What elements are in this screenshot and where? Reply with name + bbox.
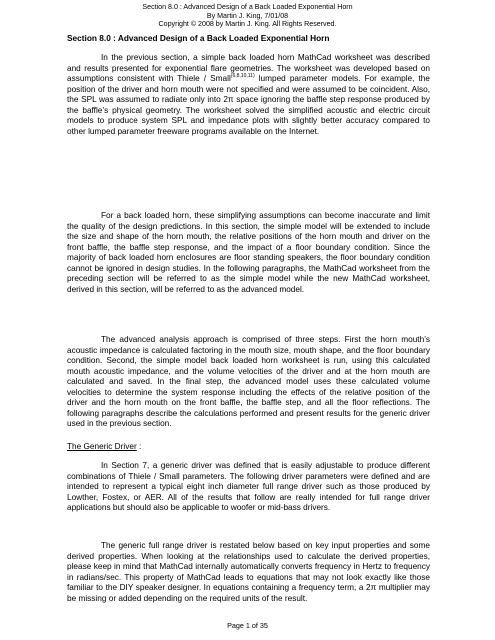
paragraph-1-text-a: In the previous section, a simple back loaded horn MathCad worksheet was described and results presented for exponential flare geometries. The worksheet was developed based on assumptions consistent with Thiele / Small (67, 53, 430, 83)
header-title-line: Section 8.0 : Advanced Design of a Back Loaded Exponential Horn (142, 3, 353, 11)
paragraph-1-text-b: lumped parameter models. For example, the position of the driver and horn mouth were not specified and were assumed to be coincident. Also, the SPL was assumed to radiate only into 2π space ignoring the baffle step response produced by the baffle’s physical geometry. The worksheet solved the simplified acoustic and electric circuit models to produce system SPL and impedance plots with slightly better accuracy compared to other lumped parameter freeware programs available on the Internet. (67, 74, 430, 136)
section-title: Section 8.0 : Advanced Design of a Back Loaded Exponential Horn (67, 33, 330, 43)
paragraph-2: For a back loaded horn, these simplifying assumptions can become inaccurate and limit the quality of the design predictions. In this section, the simple model will be extended to include the size and shape of the horn mouth, the relative positions of the horn mouth and driver on the front baffle, the baffle step response, and the impact of a floor boundary condition. Since the majority of back loaded horn enclosures are floor standing speakers, the floor boundary condition cannot be ignored in design studies. In the following paragraphs, the MathCad worksheet from the preceding section will be referred to as the simple model while the new MathCad worksheet, derived in this section, will be referred to as the advanced model. (67, 211, 430, 294)
header-author-line: By Martin J. King, 7/01/08 (206, 11, 289, 20)
paragraph-1 (67, 53, 430, 137)
subheading-suffix: : (136, 442, 142, 451)
paragraph-4: In Section 7, a generic driver was defined that is easily adjustable to produce different combinations of Thiele / Small parameters. The following driver parameters were defined and are intended to represent a typical eight inch diameter full range driver such as those produced by Lowther, Fostex, or AER. All of the results that follow are really intended for full range driver applications but should also be applicable to woofer or mid-bass drivers. (67, 461, 430, 512)
paragraph-5: The generic full range driver is restated below based on key input properties and some derived properties. When looking at the relationships used to calculate the derived properties, please keep in mind that MathCad internally automatically converts frequency in Hertz to frequency in radians/sec. This property of MathCad leads to equations that may not look exactly like those familiar to the DIY speaker designer. In equations containing a frequency term, a 2π multiplier may be missing or added depending on the required units of the result. (67, 541, 430, 603)
citation-superscript: (6,8,10,11) (230, 73, 255, 79)
page-number: Page 1 of 35 (227, 621, 268, 630)
subheading-label: The Generic Driver (67, 442, 137, 451)
subheading-generic-driver (67, 442, 141, 452)
paragraph-3: The advanced analysis approach is comprised of three steps. First the horn mouth’s acoustic impedance is calculated factoring in the mouth size, mouth shape, and the floor boundary condition. Second, the simple model back loaded horn worksheet is run, using this calculated mouth acoustic impedance, and the volume velocities of the driver and at the horn mouth are calculated and saved. In the final step, the advanced model uses these calculated volume velocities to determine the system response including the effects of the relative position of the driver and the horn mouth on the front baffle, the baffle step, and all the floor reflections. The following paragraphs describe the calculations performed and present results for the generic driver used in the previous section. (67, 335, 430, 428)
header-copyright-line: Copyright © 2008 by Martin J. King. All Rights Reserved. (158, 20, 337, 28)
